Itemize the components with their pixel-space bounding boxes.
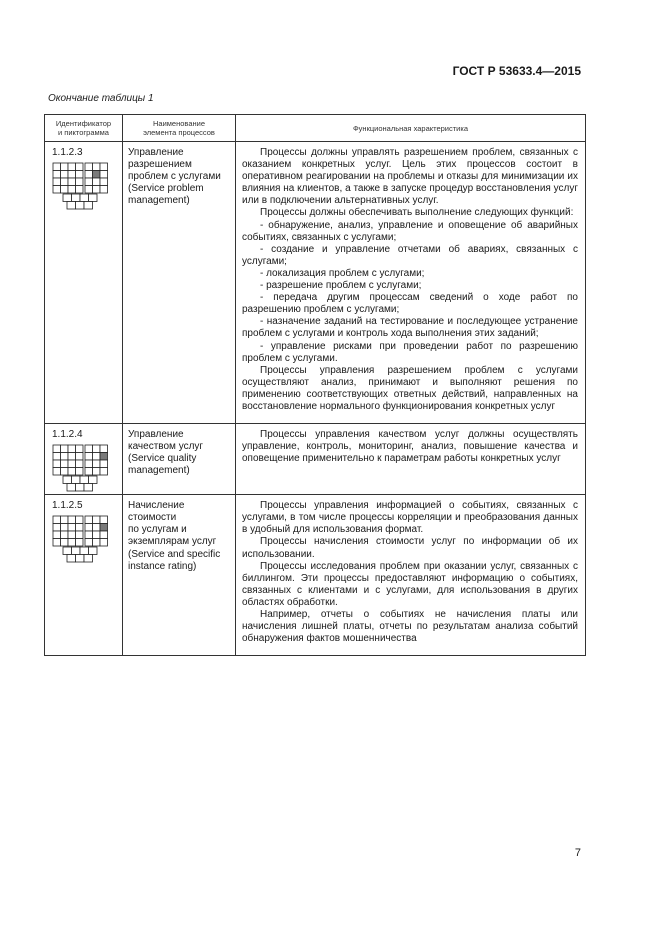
base-cell xyxy=(76,555,85,563)
process-name-cell xyxy=(123,424,236,495)
description-paragraph: Процессы должны управлять разрешением проблем, связанных с оказанием конкретных услуг. Цель этих процессов состоит в оперативном реагировании на проблемы и отказы для минимизации их влияния на клиентов, а также в запуске процедур восстановления услуг или в подключении альтернативных услуг. xyxy=(242,147,578,207)
process-name-line: (Service problem xyxy=(128,183,204,195)
process-name-line: экземплярам услуг xyxy=(128,536,217,548)
process-id-cell xyxy=(45,424,123,495)
grid-cell xyxy=(53,524,61,532)
process-description-cell xyxy=(236,495,586,656)
process-name-cell xyxy=(123,495,236,656)
base-cell xyxy=(89,476,98,484)
process-id-cell xyxy=(45,495,123,656)
table-caption: Окончание таблицы 1 xyxy=(48,93,154,104)
base-cell xyxy=(67,202,76,210)
grid-cell xyxy=(85,516,93,524)
grid-cell xyxy=(93,531,101,539)
description-paragraph: Процессы управления информацией о событиях, связанных с услугами, в том числе процессы корреляции и преобразования данных в удобный для использования формат. xyxy=(242,500,578,536)
process-pictogram-icon xyxy=(52,444,112,494)
description-paragraph: Процессы управления разрешением проблем с услугами осуществляют анализ, принимают и выполняют решения по применению соответствующих ответных действий, направленных на восстановление нормального функционирования конкретных услуг xyxy=(242,364,578,412)
description-paragraph: - обнаружение, анализ, управление и оповещение об аварийных событиях, связанных с услугами; xyxy=(242,219,578,243)
grid-cell xyxy=(93,524,101,532)
description-paragraph: - управление рисками при проведении работ по разрешению проблем с услугами. xyxy=(242,340,578,364)
grid-cell xyxy=(76,531,84,539)
process-name-line: instance rating) xyxy=(128,560,197,572)
grid-cell xyxy=(53,539,61,547)
grid-cell xyxy=(85,171,93,179)
highlight-cell xyxy=(100,524,108,532)
grid-cell xyxy=(93,539,101,547)
grid-cell xyxy=(100,171,108,179)
grid-cell xyxy=(68,524,76,532)
table-header-row xyxy=(45,115,586,142)
grid-cell xyxy=(85,453,93,461)
grid-cell xyxy=(85,186,93,194)
description-paragraph: Процессы начисления стоимости услуг по информации об их использовании. xyxy=(242,536,578,560)
base-cell xyxy=(76,484,85,492)
process-code: 1.1.2.4 xyxy=(52,429,83,441)
grid-cell xyxy=(61,186,69,194)
grid-cell xyxy=(61,531,69,539)
grid-cell xyxy=(61,524,69,532)
page-number: 7 xyxy=(574,847,581,859)
grid-cell xyxy=(100,178,108,186)
grid-cell xyxy=(76,178,84,186)
process-name-line: Управление xyxy=(128,429,184,441)
grid-cell xyxy=(93,178,101,186)
grid-cell xyxy=(53,468,61,476)
process-name-cell xyxy=(123,142,236,424)
description-paragraph: Процессы управления качеством услуг должны осуществлять управление, контроль, мониторинг, анализ, повышение качества и оповещение применительно к параметрам работы конкретных услуг xyxy=(242,429,578,465)
header-id: Идентификатор и пиктограмма xyxy=(45,115,123,142)
description-paragraph: - локализация проблем с услугами; xyxy=(260,267,425,279)
grid-cell xyxy=(100,516,108,524)
grid-cell xyxy=(93,460,101,468)
grid-cell xyxy=(100,531,108,539)
highlight-cell xyxy=(100,453,108,461)
base-cell xyxy=(80,476,89,484)
base-cell xyxy=(72,476,81,484)
process-pictogram-icon xyxy=(52,515,112,565)
grid-cell xyxy=(93,468,101,476)
process-name-line: management) xyxy=(128,195,190,207)
description-paragraph: Процессы должны обеспечивать выполнение следующих функций: xyxy=(260,207,574,219)
process-name-line: стоимости xyxy=(128,512,177,524)
grid-cell xyxy=(53,171,61,179)
process-name-line: (Service quality xyxy=(128,453,197,465)
grid-cell xyxy=(53,178,61,186)
grid-cell xyxy=(53,453,61,461)
grid-cell xyxy=(68,445,76,453)
grid-cell xyxy=(53,445,61,453)
grid-cell xyxy=(61,178,69,186)
grid-cell xyxy=(68,539,76,547)
base-cell xyxy=(84,484,93,492)
grid-cell xyxy=(68,186,76,194)
grid-cell xyxy=(100,539,108,547)
description-paragraph: - создание и управление отчетами об авариях, связанных с услугами; xyxy=(242,243,578,267)
grid-cell xyxy=(85,531,93,539)
grid-cell xyxy=(76,524,84,532)
process-description-cell xyxy=(236,142,586,424)
grid-cell xyxy=(93,453,101,461)
grid-cell xyxy=(85,468,93,476)
grid-cell xyxy=(61,163,69,171)
base-cell xyxy=(89,547,98,555)
grid-cell xyxy=(100,460,108,468)
description-paragraph: - передача другим процессам сведений о ходе работ по разрешению проблем с услугами; xyxy=(242,292,578,316)
description-paragraph: Например, отчеты о событиях не начисления платы или начисления лишней платы, отчеты по результатам анализа событий обнаружения фактов мошенничества xyxy=(242,609,578,645)
process-pictogram-icon xyxy=(52,162,112,212)
grid-cell xyxy=(61,460,69,468)
grid-cell xyxy=(68,516,76,524)
grid-cell xyxy=(76,460,84,468)
base-cell xyxy=(67,484,76,492)
base-cell xyxy=(84,202,93,210)
grid-cell xyxy=(76,186,84,194)
table-row xyxy=(45,142,586,424)
grid-cell xyxy=(68,460,76,468)
process-table xyxy=(44,114,586,656)
process-code: 1.1.2.3 xyxy=(52,147,83,158)
description-paragraph: - разрешение проблем с услугами; xyxy=(260,280,422,292)
table-row xyxy=(45,495,586,656)
grid-cell xyxy=(85,163,93,171)
base-cell xyxy=(67,555,76,563)
grid-cell xyxy=(53,460,61,468)
grid-cell xyxy=(61,468,69,476)
grid-cell xyxy=(61,171,69,179)
grid-cell xyxy=(93,516,101,524)
base-cell xyxy=(63,476,72,484)
process-name-line: (Service and specific xyxy=(128,548,221,560)
grid-cell xyxy=(76,445,84,453)
table-row xyxy=(45,424,586,495)
grid-cell xyxy=(76,171,84,179)
base-cell xyxy=(89,194,98,202)
grid-cell xyxy=(53,163,61,171)
description-paragraph: - назначение заданий на тестирование и последующее устранение проблем с услугами и контроль хода выполнения этих заданий; xyxy=(242,316,578,340)
process-name-line: Управление xyxy=(128,147,184,158)
grid-cell xyxy=(61,516,69,524)
grid-cell xyxy=(53,186,61,194)
grid-cell xyxy=(53,516,61,524)
grid-cell xyxy=(76,468,84,476)
highlight-cell xyxy=(93,171,101,179)
grid-cell xyxy=(68,163,76,171)
grid-cell xyxy=(100,163,108,171)
process-description-cell xyxy=(236,424,586,495)
grid-cell xyxy=(76,453,84,461)
grid-cell xyxy=(85,524,93,532)
grid-cell xyxy=(93,163,101,171)
process-name-line: качеством услуг xyxy=(128,441,204,453)
grid-cell xyxy=(85,178,93,186)
grid-cell xyxy=(100,445,108,453)
base-cell xyxy=(80,194,89,202)
grid-cell xyxy=(61,453,69,461)
base-cell xyxy=(84,555,93,563)
grid-cell xyxy=(68,178,76,186)
process-code: 1.1.2.5 xyxy=(52,500,83,512)
base-cell xyxy=(72,547,81,555)
grid-cell xyxy=(85,445,93,453)
process-name-line: по услугам и xyxy=(128,524,187,536)
process-name-line: management) xyxy=(128,465,190,477)
base-cell xyxy=(76,202,85,210)
process-name-line: проблем с услугами xyxy=(128,171,221,183)
process-name-line: Начисление xyxy=(128,500,185,512)
grid-cell xyxy=(85,539,93,547)
grid-cell xyxy=(93,445,101,453)
grid-cell xyxy=(68,531,76,539)
grid-cell xyxy=(61,445,69,453)
standard-number: ГОСТ Р 53633.4—2015 xyxy=(452,64,581,78)
grid-cell xyxy=(61,539,69,547)
base-cell xyxy=(63,194,72,202)
base-cell xyxy=(80,547,89,555)
grid-cell xyxy=(68,171,76,179)
grid-cell xyxy=(85,460,93,468)
process-id-cell xyxy=(45,142,123,424)
base-cell xyxy=(72,194,81,202)
process-name-line: разрешением xyxy=(128,159,192,171)
base-cell xyxy=(63,547,72,555)
grid-cell xyxy=(100,186,108,194)
grid-cell xyxy=(68,468,76,476)
description-paragraph: Процессы исследования проблем при оказании услуг, связанных с биллингом. Эти процессы предоставляют информацию о событиях, связанных с клиентами и с услугами, для использования в других областях обработки. xyxy=(242,560,578,608)
grid-cell xyxy=(100,468,108,476)
grid-cell xyxy=(76,516,84,524)
header-name: Наименование элемента процессов xyxy=(123,115,236,142)
grid-cell xyxy=(76,163,84,171)
grid-cell xyxy=(93,186,101,194)
grid-cell xyxy=(68,453,76,461)
grid-cell xyxy=(76,539,84,547)
grid-cell xyxy=(53,531,61,539)
header-desc: Функциональная характеристика xyxy=(236,115,586,142)
